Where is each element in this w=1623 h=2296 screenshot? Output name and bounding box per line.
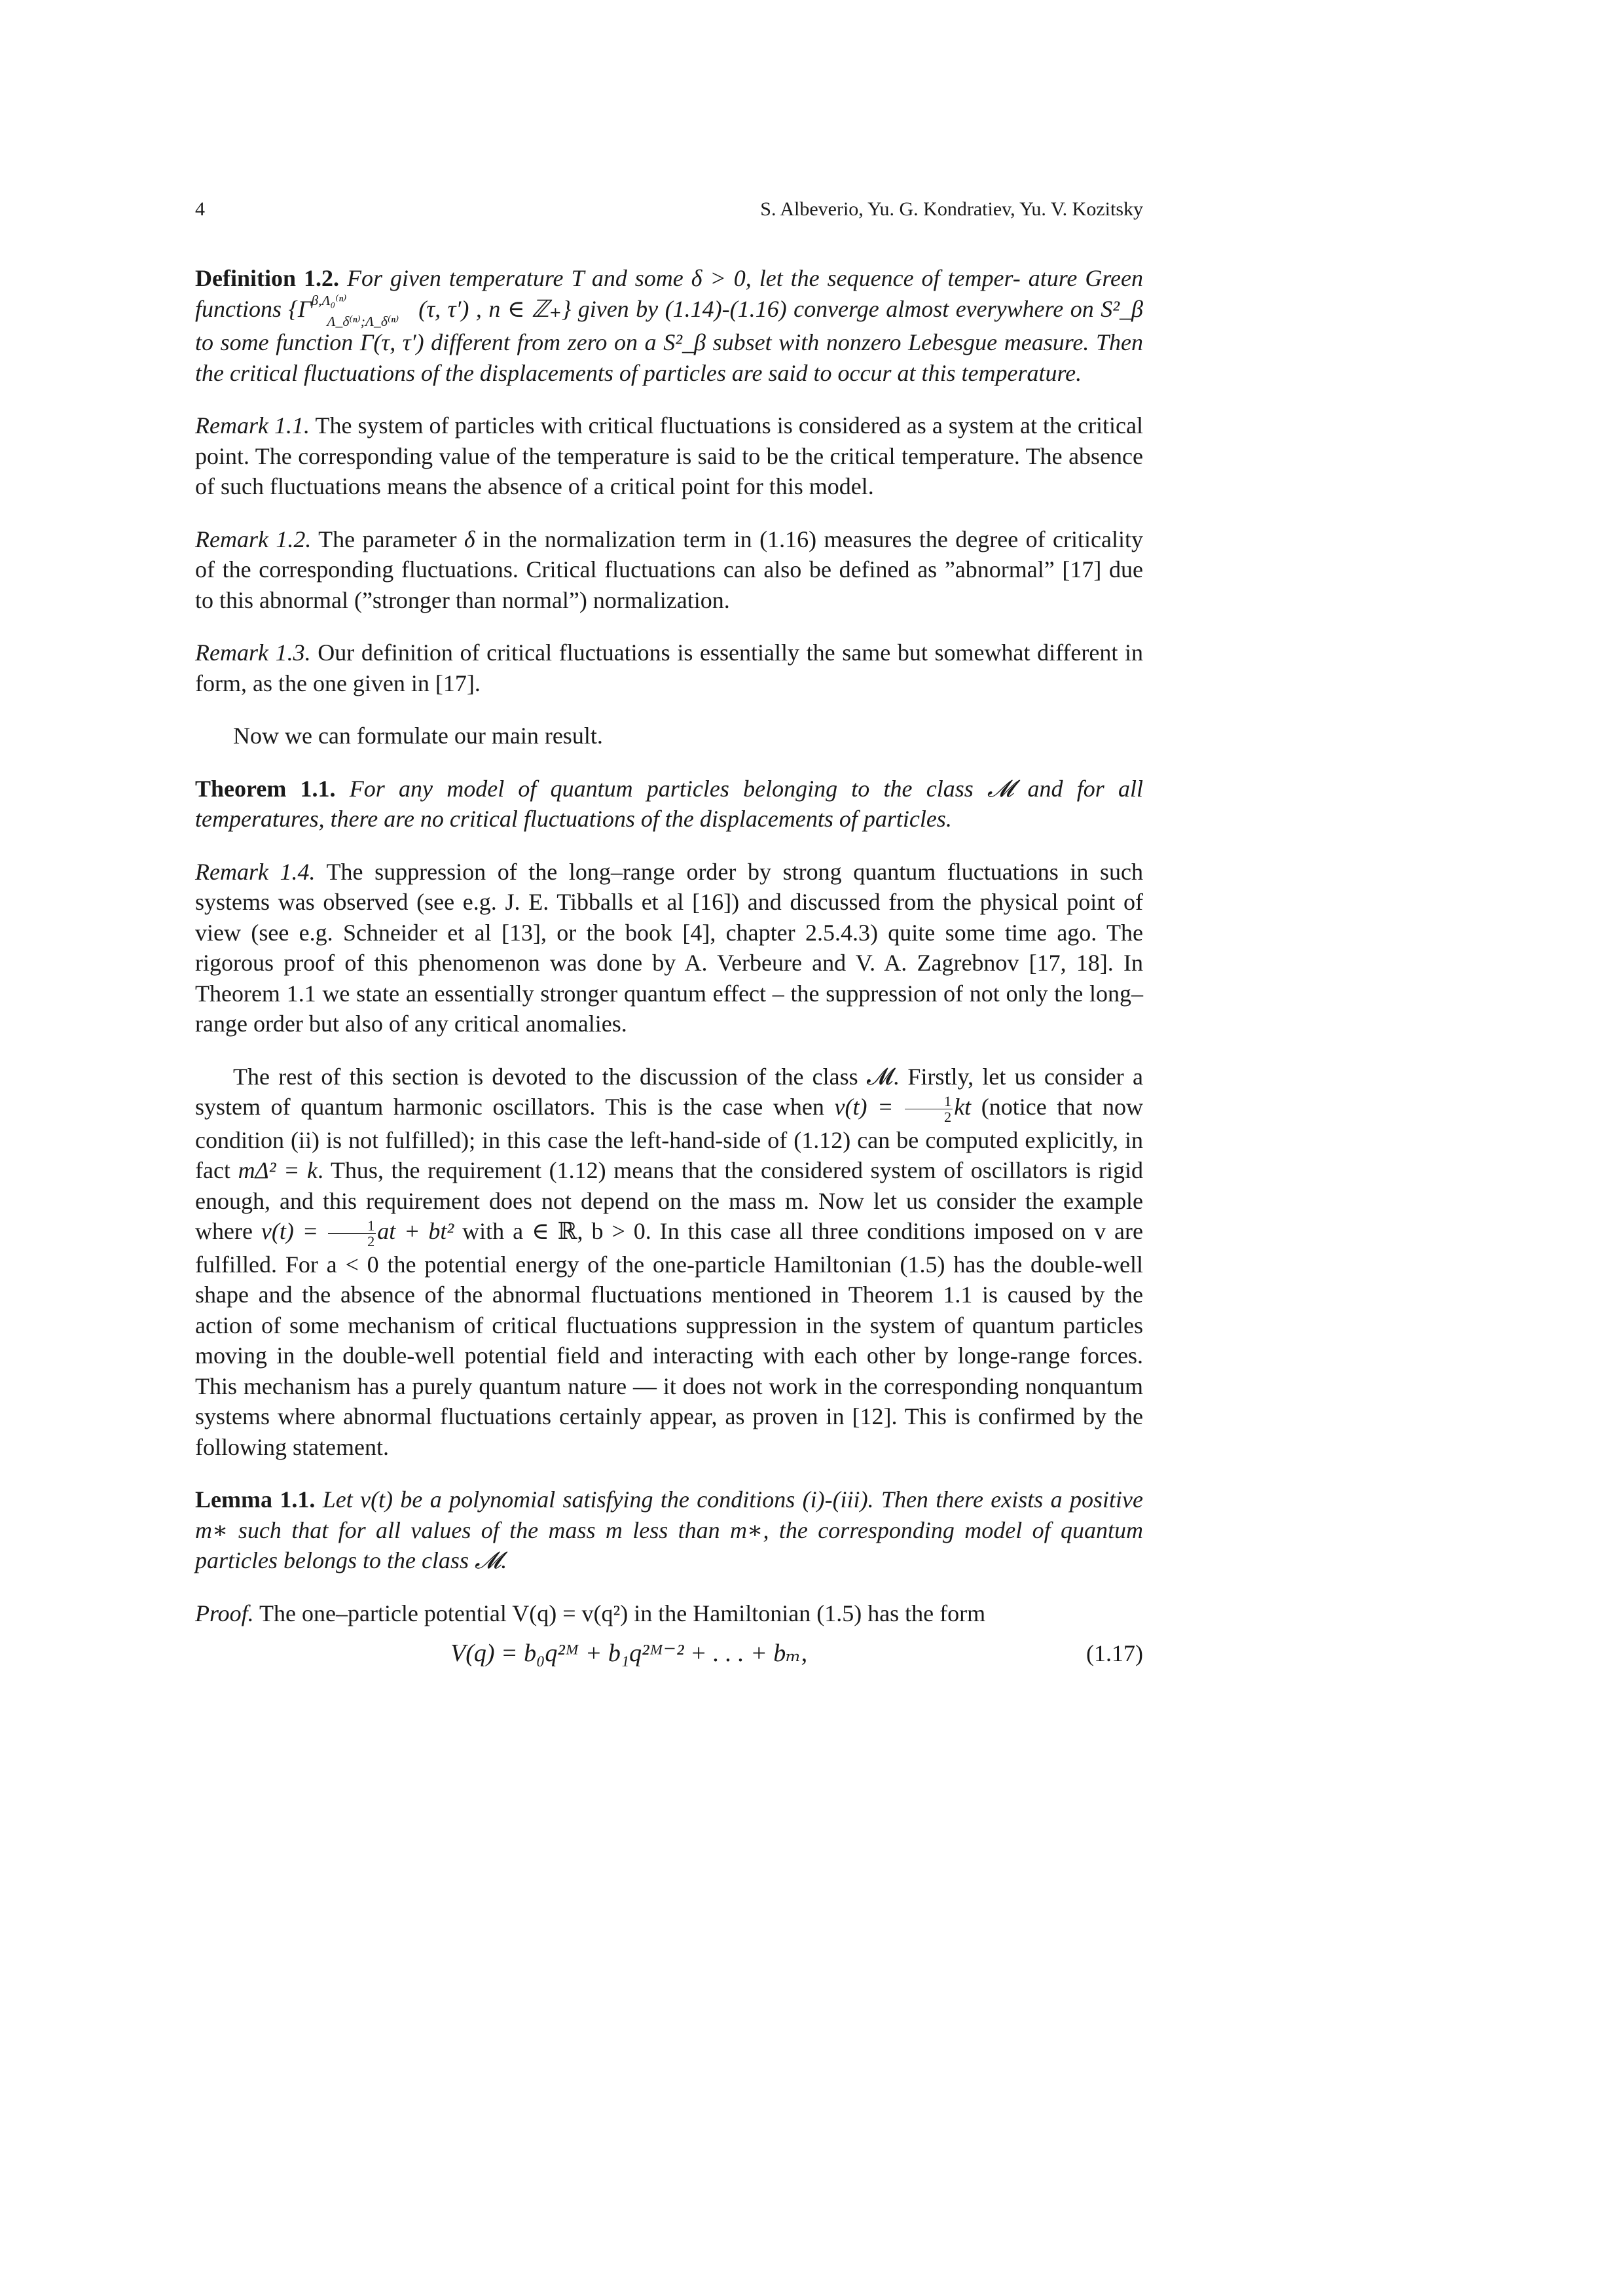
definition-label: Definition 1.2.	[195, 265, 339, 291]
remark-1-3	[195, 637, 1143, 698]
page-number: 4	[195, 198, 205, 220]
remark-1-1	[195, 410, 1143, 502]
green-function-superscript: β,Λ₀⁽ⁿ⁾	[311, 292, 347, 308]
page-content	[195, 196, 1143, 1673]
theorem-text: For any model of quantum particles belonging to the class 𝓜 and for all temperatures, there are no critical fluctuations of the displacements of particles.	[195, 775, 1144, 832]
proof-label: Proof.	[195, 1600, 254, 1626]
lemma-label: Lemma 1.1.	[195, 1486, 316, 1513]
delta-symbol: δ	[464, 526, 475, 552]
definition-line2-start: ature Green functions {	[195, 265, 1143, 322]
theorem-1-1	[195, 774, 1143, 834]
equation-1-17	[195, 1634, 1143, 1673]
green-function-subscript: Λ_δ⁽ⁿ⁾;Λ_δ⁽ⁿ⁾	[327, 313, 399, 329]
definition-rest: almost everywhere on S²_β to some function Γ(τ, τ′) different from zero on a S²_β subset with nonzero Lebesgue measure. Then the critical fluctuations of the displacements of particles are said to occur at this temperature.	[195, 295, 1143, 386]
definition-line2-end: (τ, τ′) , n ∈ ℤ₊} given by (1.14)-(1.16) converge	[418, 295, 879, 322]
remark-text: The suppression of the long–range order by strong quantum fluctuations in such systems was observed (see e.g. J. E. Tibballs et al [16]) and discussed from the physical point of view (see e.g. Schneider et al [13], or the book [4], chapter 2.5.4.3) quite some time ago. The rigorous proof of this phenomenon was done by A. Verbeure and V. A. Zagrebnov [17, 18]. In Theorem 1.1 we state an essentially stronger quantum effect – the suppression of not only the long–range order but also of any critical anomalies.	[195, 858, 1143, 1037]
fraction-one-half: $\frac{1}{2}$	[328, 1218, 376, 1249]
lemma-text: Let v(t) be a polynomial satisfying the conditions (i)-(iii). Then there exists a positive m∗ such that for all values of the mass m less than m∗, the corresponding model of quantum particles belongs to the class 𝓜.	[195, 1486, 1144, 1574]
remark-label: Remark 1.2.	[195, 526, 312, 552]
fraction-one-half: $\frac{1}{2}$	[905, 1094, 953, 1125]
theorem-label: Theorem 1.1.	[195, 775, 336, 802]
remark-label: Remark 1.1.	[195, 412, 310, 439]
remark-1-4	[195, 857, 1143, 1039]
green-function-symbol: $\Gamma^{\beta,\Lambda_0^{(n)}}_{\Lambda\_\delta^{(n)};\Lambda\_\delta^{(n)}}$	[297, 292, 399, 329]
lemma-1-1	[195, 1484, 1143, 1576]
proof-paragraph	[195, 1598, 1143, 1629]
definition-1-2	[195, 263, 1143, 388]
proof-text: The one–particle potential V(q) = v(q²) in the Hamiltonian (1.5) has the form	[259, 1600, 986, 1626]
discussion-paragraph: The rest of this section is devoted to the discussion of the class 𝓜. Firstly, let us consider a system of quantum harmonic oscillators. This is the case when v(t) = $\frac{1}{2}$ kt (notice that now condition (ii) is not fulfilled); in this case the left-hand-side of (1.12) can be computed explicitly, in fact mΔ² = k. Thus, the requirement (1.12) means that the considered system of oscillators is rigid enough, and this requirement does not depend on the mass m. Now let us consider the example where v(t) = $\frac{1}{2}$ at + bt² with a ∈ ℝ, b > 0. In this case all three conditions imposed on v are fulfilled. For a < 0 the potential energy of the one-particle Hamiltonian (1.5) has the double-well shape and the absence of the abnormal fluctuations mentioned in Theorem 1.1 is caused by the action of some mechanism of critical fluctuations suppression in the system of quantum particles moving in the double-well potential field and interacting with each other by longe-range forces. This mechanism has a purely quantum nature — it does not work in the corresponding nonquantum systems where abnormal fluctuations certainly appear, as proven in [12]. This is confirmed by the following statement.	[195, 1063, 1144, 1460]
running-header	[195, 196, 1143, 223]
equation-number: (1.17)	[1086, 1640, 1143, 1667]
running-authors: S. Albeverio, Yu. G. Kondratiev, Yu. V. Kozitsky	[760, 198, 1143, 220]
remark-text: Our definition of critical fluctuations is essentially the same but somewhat different in form, as the one given in [17].	[195, 639, 1144, 696]
remark-1-2: Remark 1.2. The parameter δ in the normalization term in (1.16) measures the degree of criticality of the corresponding fluctuations. Critical fluctuations can also be defined as ”abnormal” [17] due to this abnormal (”stronger than normal”) normalization.	[195, 526, 1143, 613]
definition-line1: For given temperature T and some δ > 0, let the sequence of temper-	[346, 265, 1021, 291]
remark-text: The system of particles with critical fluctuations is considered as a system at the critical point. The corresponding value of the temperature is said to be the critical temperature. The absence of such fluctuations means the absence of a critical point for this model.	[195, 412, 1143, 499]
transition-sentence: Now we can formulate our main result.	[233, 723, 603, 749]
remark-label: Remark 1.4.	[195, 858, 316, 885]
remark-label: Remark 1.3.	[195, 639, 311, 666]
equation-body: V(q) = b₀q²ᴹ + b₁q²ᴹ⁻² + . . . + bₘ,	[450, 1640, 808, 1668]
